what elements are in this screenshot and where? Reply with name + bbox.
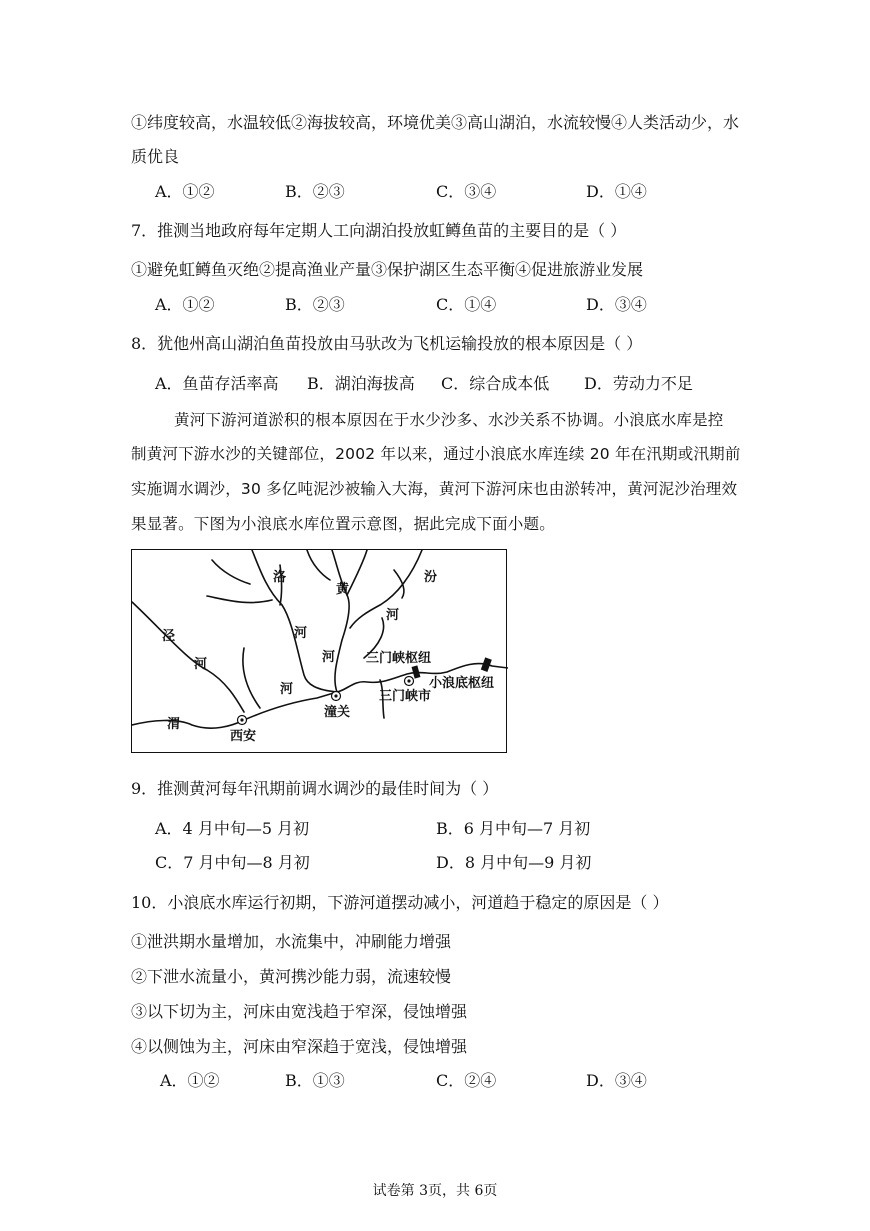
q10-statement-2: ②下泄水流量小，黄河携沙能力弱，流速较慢	[131, 967, 452, 986]
yellow-river-upper	[332, 550, 349, 692]
passage-line-4: 果显著。下图为小浪底水库位置示意图，据此完成下面小题。	[131, 515, 555, 533]
label-xian: 西安	[230, 729, 257, 744]
q6-statement-line2: 质优良	[131, 147, 180, 166]
q8-option-a: A．鱼苗存活率高	[155, 374, 279, 393]
label-wei: 渭	[167, 717, 181, 732]
q6-option-c: C．③④	[436, 182, 497, 201]
q7-option-d: D．③④	[586, 295, 647, 314]
q10-stem: 10．小浪底水库运行初期，下游河道摆动减小，河道趋于稳定的原因是（ ）	[131, 893, 669, 912]
label-he-huang: 河	[322, 650, 336, 665]
label-xiaolangdi-hub: 小浪底枢纽	[429, 676, 495, 691]
q10-option-b: B．①③	[285, 1071, 345, 1090]
label-luo: 洛	[273, 570, 287, 585]
q6-option-a: A．①②	[155, 182, 215, 201]
q10-statement-3: ③以下切为主，河床由宽浅趋于窄深，侵蚀增强	[131, 1002, 468, 1021]
wei-tributary	[243, 648, 260, 708]
q6-statement-line1: ①纬度较高，水温较低②海拔较高，环境优美③高山湖泊，水流较慢④人类活动少，水	[131, 113, 740, 132]
q9-option-a: A．4 月中旬—5 月初	[155, 819, 310, 838]
label-sanmenxia-hub: 三门峡枢纽	[366, 651, 432, 666]
q10-option-a: A．①②	[160, 1071, 220, 1090]
label-he-jing: 河	[194, 657, 208, 672]
q8-option-d: D．劳动力不足	[584, 374, 693, 393]
q10-statement-4: ④以侧蚀为主，河床由窄深趋于宽浅，侵蚀增强	[131, 1037, 468, 1056]
q10-option-c: C．②④	[436, 1071, 497, 1090]
luo-river	[252, 550, 337, 692]
label-fen: 汾	[424, 570, 438, 585]
q6-option-b: B．②③	[285, 182, 345, 201]
q9-option-b: B．6 月中旬—7 月初	[436, 819, 591, 838]
q10-statement-1: ①泄洪期水量增加，水流集中，冲刷能力增强	[131, 932, 452, 951]
jing-river	[132, 602, 244, 712]
q8-option-c: C．综合成本低	[441, 374, 550, 393]
map-drawing	[132, 550, 508, 754]
q10-option-d: D．③④	[586, 1071, 647, 1090]
q7-stem: 7．推测当地政府每年定期人工向湖泊投放虹鳟鱼苗的主要目的是（ ）	[131, 221, 627, 240]
label-he-wei: 河	[280, 682, 294, 697]
q6-option-d: D．①④	[586, 182, 647, 201]
passage-line-2: 制黄河下游水沙的关键部位，2002 年以来，通过小浪底水库连续 20 年在汛期或汛期前	[131, 445, 741, 463]
q8-stem: 8．犹他州高山湖泊鱼苗投放由马驮改为飞机运输投放的根本原因是（ ）	[131, 334, 643, 353]
luo-tributary-1	[207, 596, 272, 603]
sanmenxia-city-marker-icon	[405, 677, 414, 686]
page-footer: 试卷第 3页，共 6页	[372, 1183, 498, 1199]
label-jing: 泾	[162, 629, 176, 644]
luo-tributary-2	[212, 560, 250, 584]
q7-option-b: B．②③	[285, 295, 345, 314]
q7-option-c: C．①④	[436, 295, 497, 314]
q9-option-c: C．7 月中旬—8 月初	[155, 853, 310, 872]
label-huang: 黄	[336, 582, 350, 597]
q8-option-b: B．湖泊海拔高	[307, 374, 415, 393]
xiaolangdi-location-map	[131, 549, 507, 753]
tongguan-marker-icon	[332, 692, 341, 701]
q9-option-d: D．8 月中旬—9 月初	[436, 853, 592, 872]
label-he-luo: 河	[294, 626, 308, 641]
q7-option-a: A．①②	[155, 295, 215, 314]
label-sanmenxia-city: 三门峡市	[379, 689, 432, 704]
label-tongguan: 潼关	[324, 705, 351, 720]
yellow-trib-2	[347, 550, 367, 595]
q9-stem: 9．推测黄河每年汛期前调水调沙的最佳时间为（ ）	[131, 779, 499, 798]
label-he-fen: 河	[386, 608, 400, 623]
xian-marker-icon	[238, 716, 247, 725]
passage-line-3: 实施调水调沙，30 多亿吨泥沙被输入大海，黄河下游河床也由淤转冲，黄河泥沙治理效	[131, 480, 738, 498]
q7-statement: ①避免虹鳟鱼灭绝②提高渔业产量③保护湖区生态平衡④促进旅游业发展	[131, 260, 644, 279]
yellow-trib-1	[307, 550, 330, 580]
passage-line-1: 黄河下游河道淤积的根本原因在于水少沙多、水沙关系不协调。小浪底水库是控	[174, 411, 724, 429]
